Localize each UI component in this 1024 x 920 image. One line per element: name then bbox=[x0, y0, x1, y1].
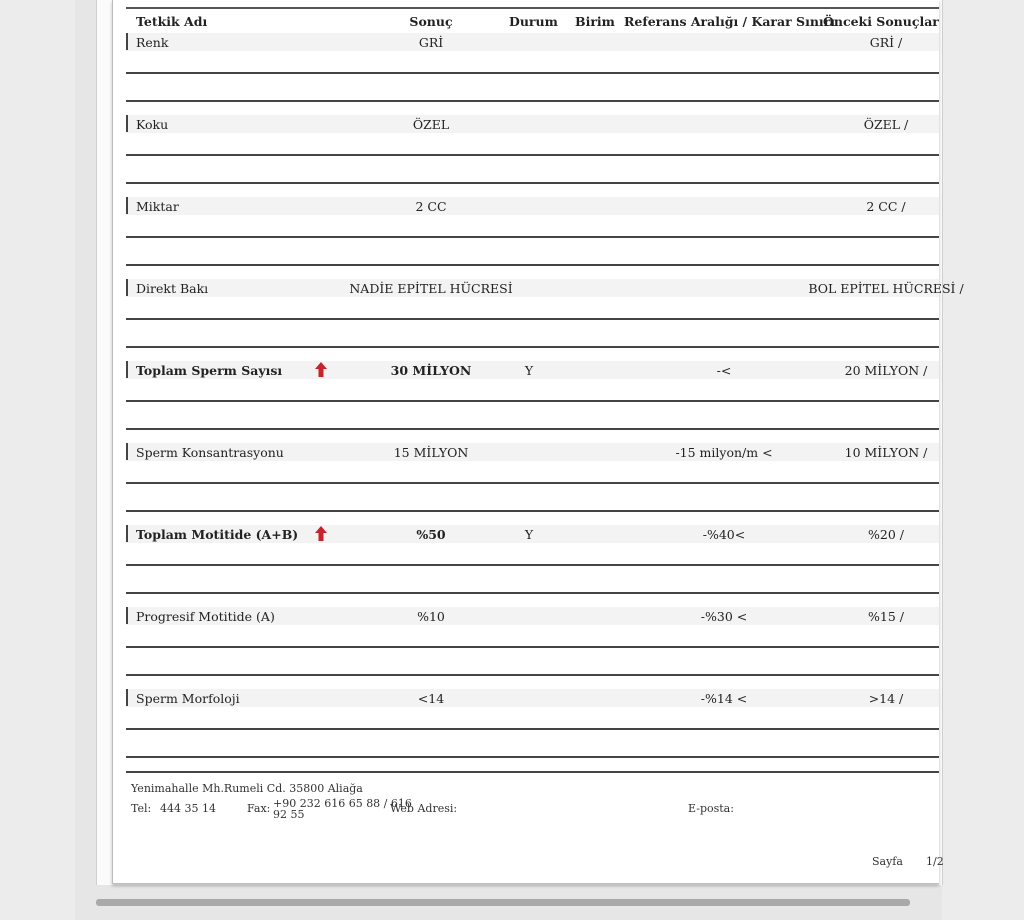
row-rule bbox=[126, 428, 939, 430]
test-result: 15 MİLYON bbox=[393, 445, 469, 460]
row-marker bbox=[126, 279, 128, 296]
table-top-rule bbox=[126, 7, 939, 9]
header-previous-results: Önceki Sonuçlar bbox=[823, 14, 939, 29]
footer-rule-top bbox=[126, 756, 939, 758]
test-previous: %20 / bbox=[868, 527, 904, 542]
test-reference: -15 milyon/m < bbox=[675, 445, 773, 460]
header-test-name: Tetkik Adı bbox=[136, 14, 208, 29]
row-marker bbox=[126, 361, 128, 378]
test-reference: -%40< bbox=[702, 527, 746, 542]
row-rule bbox=[126, 100, 939, 102]
high-flag-arrow-icon bbox=[314, 362, 328, 378]
table-row bbox=[126, 361, 939, 443]
test-previous: GRİ / bbox=[869, 35, 903, 50]
table-row bbox=[126, 197, 939, 279]
table-row bbox=[126, 689, 939, 771]
footer-email-label: E-posta: bbox=[688, 802, 734, 815]
table-row bbox=[126, 443, 939, 525]
row-rule bbox=[126, 728, 939, 730]
test-result: %50 bbox=[416, 527, 446, 542]
row-marker bbox=[126, 443, 128, 460]
test-previous: 20 MİLYON / bbox=[844, 363, 928, 378]
test-previous: >14 / bbox=[868, 691, 904, 706]
row-marker bbox=[126, 33, 128, 50]
test-previous: 2 CC / bbox=[866, 199, 906, 214]
footer-fax-line2: 92 55 bbox=[273, 808, 305, 821]
row-rule bbox=[126, 236, 939, 238]
header-result: Sonuç bbox=[409, 14, 453, 29]
test-result: 2 CC bbox=[415, 199, 447, 214]
table-row bbox=[126, 607, 939, 689]
test-name: Toplam Motitide (A+B) bbox=[136, 527, 299, 542]
row-marker bbox=[126, 689, 128, 706]
row-rule bbox=[126, 72, 939, 74]
test-name: Direkt Bakı bbox=[136, 281, 209, 296]
test-result: <14 bbox=[417, 691, 445, 706]
row-rule bbox=[126, 182, 939, 184]
test-status: Y bbox=[524, 363, 534, 378]
test-result: NADİE EPİTEL HÜCRESİ bbox=[349, 281, 513, 296]
table-row bbox=[126, 279, 964, 361]
row-rule bbox=[126, 264, 939, 266]
test-name: Renk bbox=[136, 35, 169, 50]
test-name: Koku bbox=[136, 117, 169, 132]
test-result: %10 bbox=[417, 609, 445, 624]
row-rule bbox=[126, 154, 939, 156]
footer-tel-label: Tel: bbox=[131, 802, 152, 815]
test-result: GRİ bbox=[418, 35, 444, 50]
row-marker bbox=[126, 607, 128, 624]
test-status: Y bbox=[524, 527, 534, 542]
row-marker bbox=[126, 525, 128, 542]
row-marker bbox=[126, 197, 128, 214]
test-reference: -%14 < bbox=[700, 691, 748, 706]
header-reference-range: Referans Aralığı / Karar Sınırı bbox=[624, 14, 836, 29]
row-rule bbox=[126, 400, 939, 402]
footer-fax-line1: +90 232 616 65 88 / 616 bbox=[273, 797, 412, 810]
test-result: 30 MİLYON bbox=[390, 363, 472, 378]
table-row bbox=[126, 525, 939, 607]
high-flag-arrow-icon bbox=[314, 526, 328, 542]
test-result: ÖZEL bbox=[412, 117, 450, 132]
footer-fax-label: Fax: bbox=[247, 802, 271, 815]
row-marker bbox=[126, 115, 128, 132]
footer-web-label: Web Adresi: bbox=[390, 802, 458, 815]
header-status: Durum bbox=[509, 14, 558, 29]
row-rule bbox=[126, 674, 939, 676]
report-page bbox=[112, 0, 964, 884]
test-previous: ÖZEL / bbox=[863, 117, 909, 132]
table-header bbox=[126, 12, 939, 32]
footer-rule-bottom bbox=[126, 771, 939, 773]
row-rule bbox=[126, 646, 939, 648]
test-previous: %15 / bbox=[868, 609, 904, 624]
row-rule bbox=[126, 318, 939, 320]
footer-page-label: Sayfa bbox=[872, 855, 903, 868]
footer-tel: 444 35 14 bbox=[160, 802, 216, 815]
test-name: Sperm Konsantrasyonu bbox=[136, 445, 284, 460]
test-name: Progresif Motitide (A) bbox=[136, 609, 275, 624]
test-reference: -< bbox=[716, 363, 732, 378]
test-previous: BOL EPİTEL HÜCRESİ / bbox=[808, 281, 964, 296]
table-row bbox=[126, 115, 939, 197]
table-row bbox=[126, 33, 939, 115]
row-rule bbox=[126, 482, 939, 484]
row-rule bbox=[126, 564, 939, 566]
horizontal-scrollbar[interactable] bbox=[96, 899, 910, 906]
header-unit: Birim bbox=[575, 14, 615, 29]
footer-address: Yenimahalle Mh.Rumeli Cd. 35800 Aliağa bbox=[131, 782, 363, 795]
row-rule bbox=[126, 510, 939, 512]
footer-page-number: 1/2 bbox=[926, 855, 944, 868]
test-reference: -%30 < bbox=[700, 609, 748, 624]
test-previous: 10 MİLYON / bbox=[844, 445, 928, 460]
test-name: Sperm Morfoloji bbox=[136, 691, 240, 706]
test-name: Toplam Sperm Sayısı bbox=[136, 363, 283, 378]
row-rule bbox=[126, 346, 939, 348]
row-rule bbox=[126, 592, 939, 594]
test-name: Miktar bbox=[136, 199, 179, 214]
